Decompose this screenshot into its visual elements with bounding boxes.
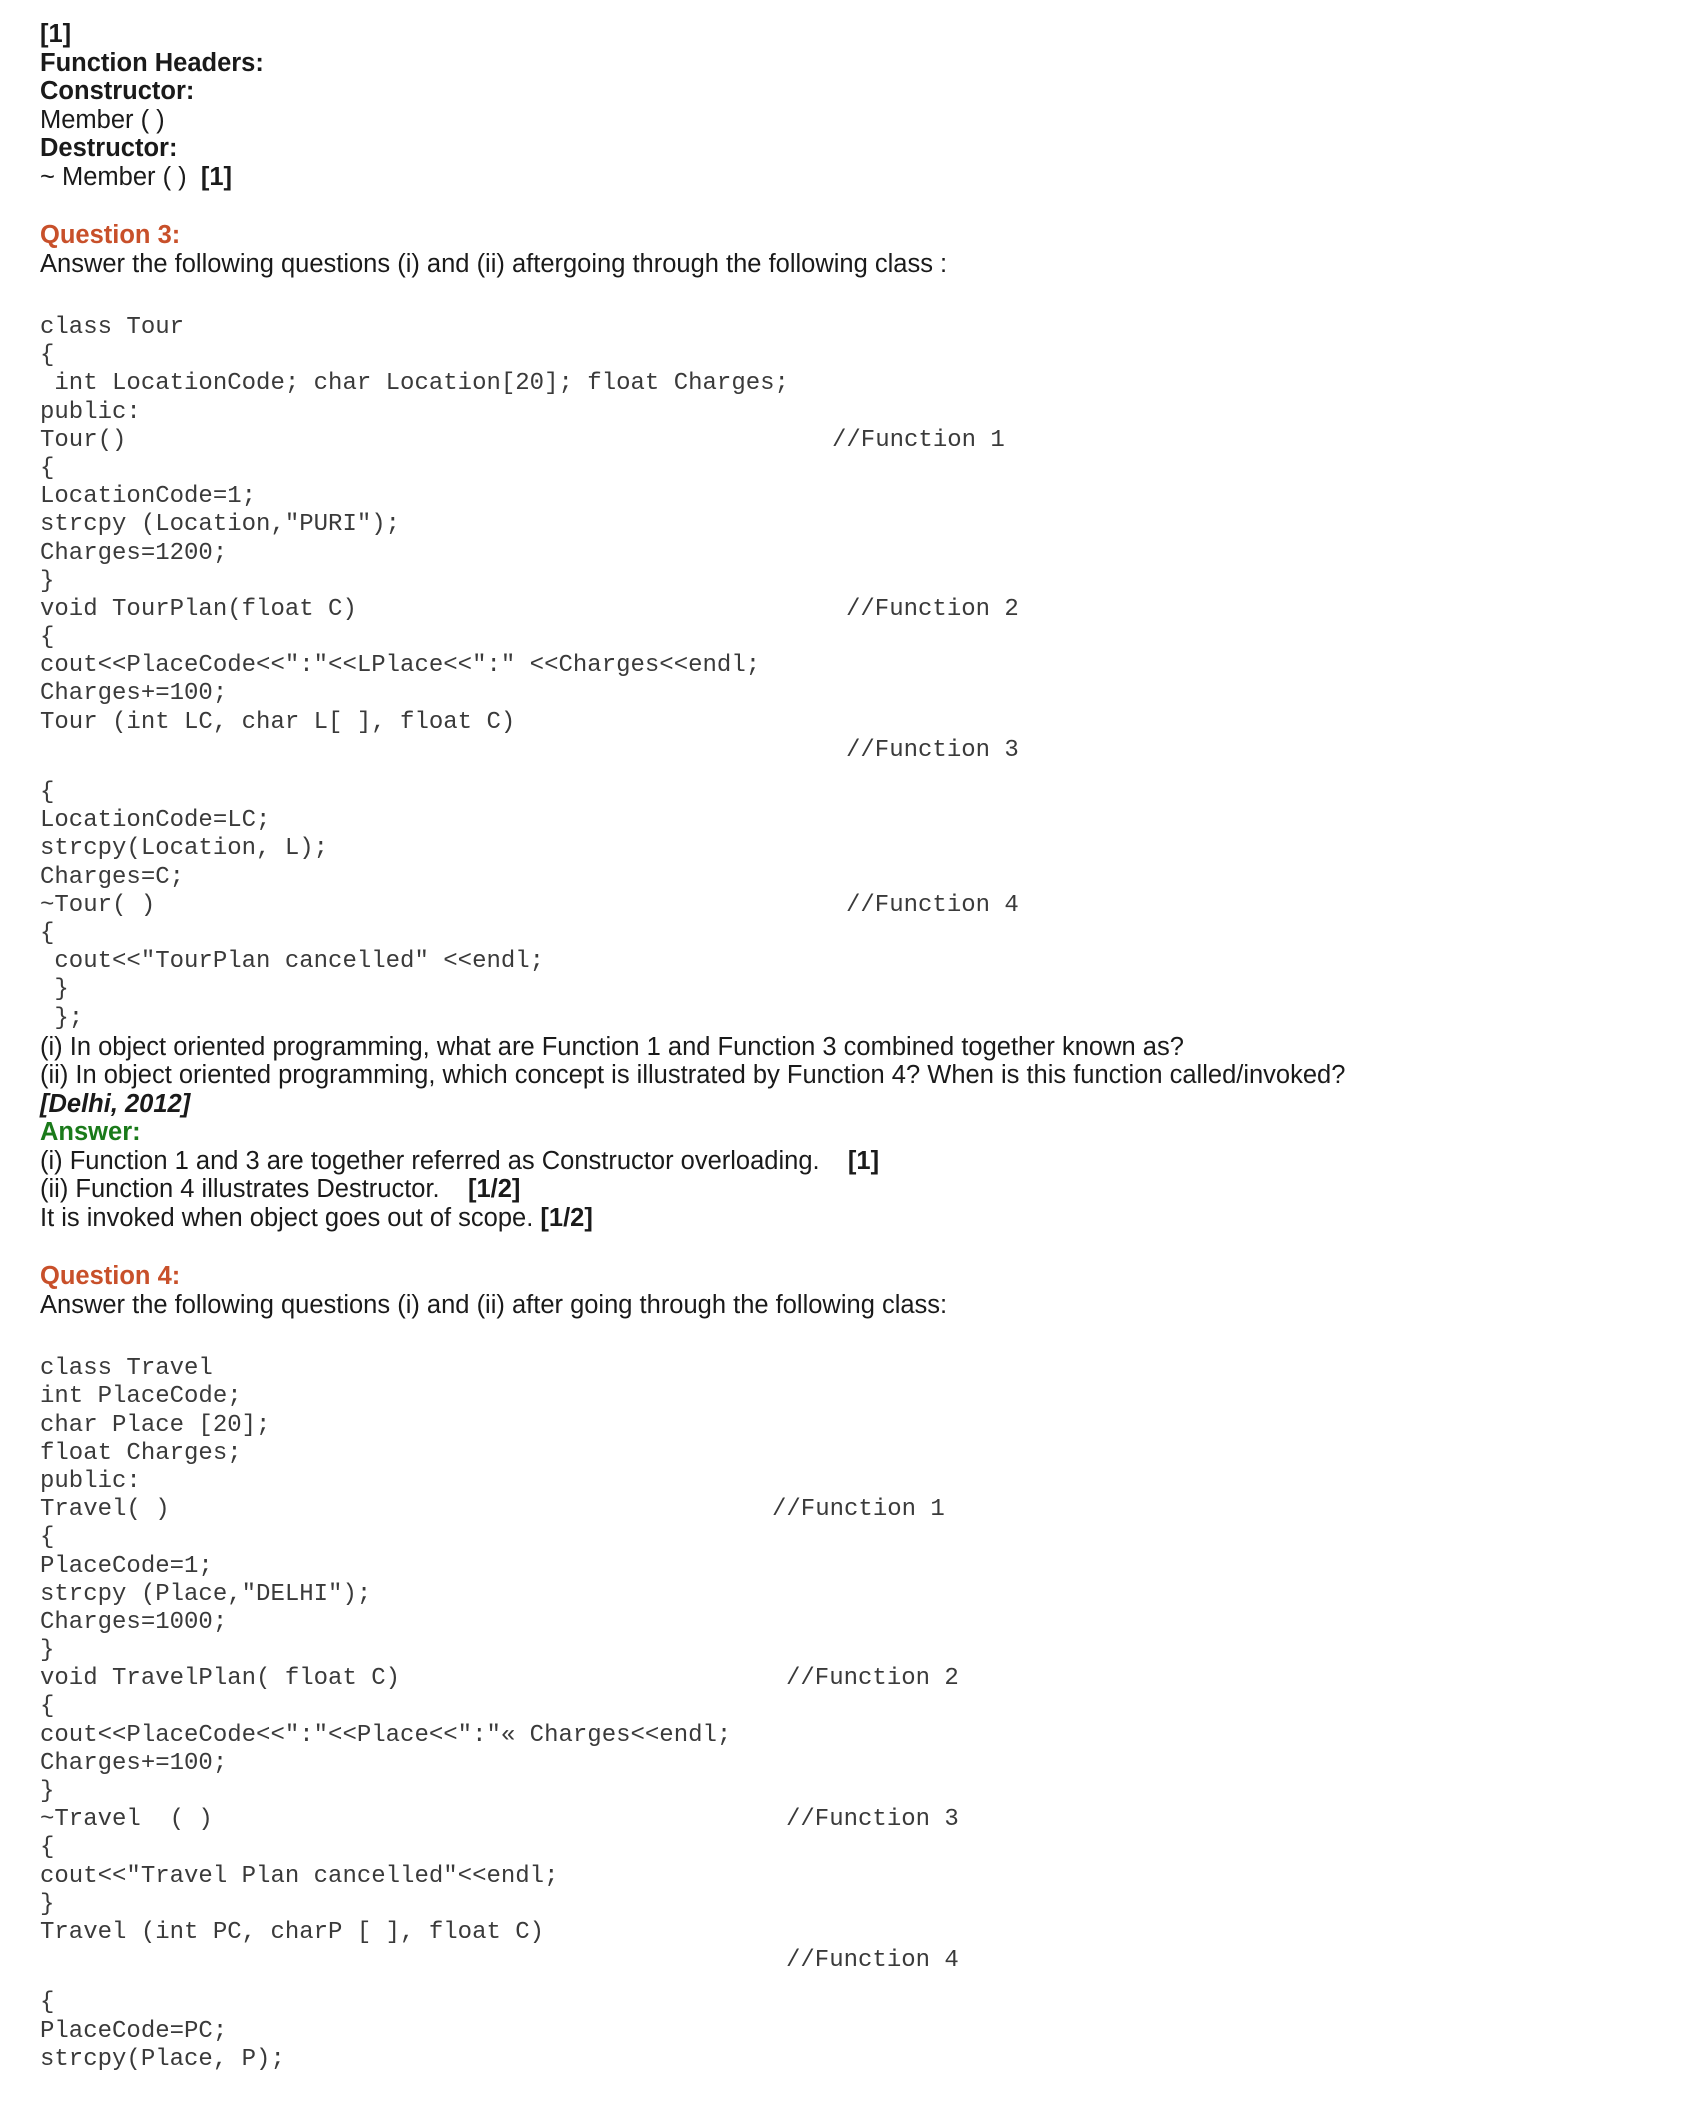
code-line: } — [40, 1778, 55, 1805]
question-source: [Delhi, 2012] — [40, 1089, 191, 1118]
code-line: strcpy (Location,"PURI"); — [40, 511, 401, 539]
code-line: float Charges; — [40, 1439, 242, 1467]
answer-label: Answer: — [40, 1118, 141, 1147]
code-comment: //Function 2 — [846, 595, 1019, 623]
mark: [1] — [193, 162, 232, 191]
destructor-line — [40, 163, 1660, 192]
mark: [1/2] — [460, 1175, 521, 1204]
answer-line: It is invoked when object goes out of scope. [1/2] — [40, 1203, 593, 1232]
code-line: { — [40, 1834, 55, 1862]
code-line: cout<<PlaceCode<<":"<<Place<<":"« Charges<<endl; — [40, 1721, 732, 1749]
destructor-label: Destructor: — [40, 134, 178, 162]
code-line: Charges=1000; — [40, 1608, 228, 1636]
code-comment: //Function 1 — [772, 1496, 945, 1524]
code-line: PlaceCode=PC; — [40, 2017, 228, 2045]
constructor-label: Constructor: — [40, 77, 195, 105]
code-line: LocationCode=LC; — [40, 807, 271, 835]
code-comment: //Function 3 — [786, 1806, 959, 1834]
code-line: public: — [40, 398, 141, 426]
code-line: LocationCode=1; — [40, 483, 257, 511]
code-line: PlaceCode=1; — [40, 1552, 213, 1580]
code-line: void TourPlan(float C) //Function 2 — [40, 595, 1019, 623]
code-line: public: — [40, 1467, 141, 1495]
function-headers-label: Function Headers: — [40, 48, 264, 77]
code-line: Charges=C; — [40, 863, 185, 891]
code-line: { — [40, 1524, 55, 1552]
answer-line: (i) Function 1 and 3 are together referred as Constructor overloading. [1] — [40, 1146, 880, 1175]
mark: [1] — [40, 20, 72, 48]
code-line: { — [40, 779, 55, 806]
code-line: { — [40, 919, 55, 947]
code-line: int LocationCode; char Location[20]; float Charges; — [40, 370, 789, 398]
code-line: strcpy(Place, P); — [40, 2045, 285, 2073]
question-prompt: Answer the following questions (i) and (ii) after going through the following class: — [40, 1290, 948, 1319]
code-line: strcpy(Location, L); — [40, 835, 329, 863]
code-line: int PlaceCode; — [40, 1383, 242, 1411]
destructor-value: ~ Member ( ) — [40, 162, 194, 191]
code-line: Travel( ) //Function 1 — [40, 1496, 945, 1524]
code-line: Charges+=100; — [40, 680, 228, 708]
code-line — [40, 737, 1660, 765]
code-block — [40, 314, 1660, 1033]
code-line: Charges=1200; — [40, 539, 228, 567]
code-comment: //Function 3 — [846, 736, 1019, 764]
code-line: ~Travel ( ) //Function 3 — [40, 1806, 959, 1834]
code-line: ~Tour( ) //Function 4 — [40, 891, 1019, 919]
question-part-i: (i) In object oriented programming, what are Function 1 and Function 3 combined together known as? — [40, 1032, 1184, 1061]
code-line: } — [40, 1890, 55, 1918]
code-line: } — [40, 567, 55, 595]
code-line: Tour() //Function 1 — [40, 426, 1005, 454]
code-line: { — [40, 1989, 55, 2017]
code-comment: //Function 2 — [786, 1665, 959, 1693]
question-heading: Question 4: — [40, 1262, 181, 1291]
question-heading: Question 3: — [40, 221, 181, 249]
code-line: }; — [40, 1004, 84, 1032]
code-line: char Place [20]; — [40, 1411, 271, 1439]
question-part-ii: (ii) In object oriented programming, which concept is illustrated by Function 4? When is this function called/invoked? — [40, 1061, 1346, 1090]
document-page — [40, 20, 1660, 2074]
code-block — [40, 1355, 1660, 2074]
code-line: Travel (int PC, charP [ ], float C) — [40, 1918, 545, 1946]
code-comment: //Function 1 — [832, 426, 1005, 454]
code-line: { — [40, 342, 55, 370]
code-line: class Travel — [40, 1355, 213, 1383]
code-line: strcpy (Place,"DELHI"); — [40, 1580, 372, 1608]
code-line: Tour (int LC, char L[ ], float C) — [40, 708, 516, 736]
mark: [1] — [840, 1146, 880, 1175]
code-line: Charges+=100; — [40, 1749, 228, 1777]
constructor-value: Member ( ) — [40, 105, 165, 134]
code-line: void TravelPlan( float C) //Function 2 — [40, 1665, 959, 1693]
code-line: cout<<"Travel Plan cancelled"<<endl; — [40, 1862, 559, 1890]
code-line: { — [40, 1693, 55, 1721]
code-comment: //Function 4 — [846, 891, 1019, 919]
code-line: cout<<"TourPlan cancelled" <<endl; — [40, 948, 545, 976]
code-line — [40, 1947, 1660, 1975]
answer-line: (ii) Function 4 illustrates Destructor. [1/2] — [40, 1175, 521, 1204]
mark: [1/2] — [540, 1203, 593, 1232]
code-comment: //Function 4 — [786, 1947, 959, 1975]
code-line: } — [40, 976, 69, 1004]
code-line: { — [40, 624, 55, 652]
code-line: } — [40, 1637, 55, 1665]
question-prompt: Answer the following questions (i) and (ii) aftergoing through the following class : — [40, 249, 948, 278]
code-line: { — [40, 454, 55, 482]
code-line: cout<<PlaceCode<<":"<<LPlace<<":" <<Charges<<endl; — [40, 652, 761, 680]
code-line: class Tour — [40, 314, 185, 341]
